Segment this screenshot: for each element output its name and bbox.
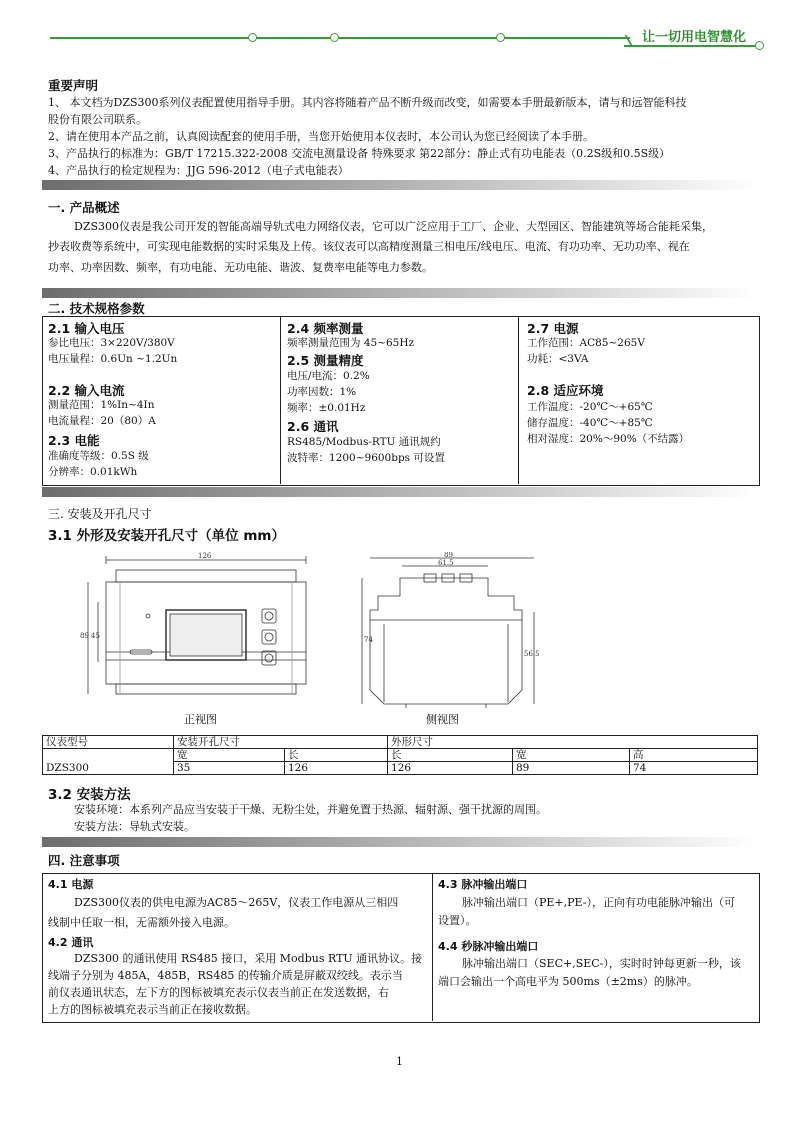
note-line: 上方的图标被填充表示当前正在接收数据。 bbox=[48, 1003, 257, 1016]
note-heading: 4.2 通讯 bbox=[48, 936, 94, 949]
note-heading: 4.3 脉冲输出端口 bbox=[438, 878, 528, 891]
side-view-drawing bbox=[358, 552, 544, 710]
install-title: 三. 安装及开孔尺寸 bbox=[48, 507, 152, 521]
section-divider bbox=[42, 288, 758, 298]
install-method: 安装方法：导轨式安装。 bbox=[74, 820, 195, 833]
spec-value: 频率测量范围为 45~65Hz bbox=[287, 337, 415, 349]
note-line: 线制中任取一相，无需额外接入电源。 bbox=[48, 916, 235, 929]
spec-value: RS485/Modbus-RTU 通讯规约 bbox=[287, 436, 441, 448]
spec-heading: 2.6 通讯 bbox=[287, 419, 339, 434]
overview-line: 抄表收费等系统中，可实现电能数据的实时采集及上传。该仪表可以高精度测量三相电压/线电压、电流、有功功率、无功功率、视在 bbox=[48, 240, 690, 253]
table-header: 宽 bbox=[174, 749, 285, 762]
note-line: DZS300仪表的供电电源为AC85～265V，仪表工作电源从三相四 bbox=[74, 896, 399, 909]
table-row bbox=[43, 736, 758, 749]
spec-value: 电流量程：20（80）A bbox=[48, 415, 156, 427]
table-header: 长 bbox=[388, 749, 513, 762]
spec-heading: 2.7 电源 bbox=[527, 321, 579, 336]
side-dim-h1: 74 bbox=[364, 636, 373, 644]
spec-value: 功率因数：1% bbox=[287, 386, 357, 398]
spec-value: 测量范围：1%In~4In bbox=[48, 399, 155, 411]
spec-value: 波特率：1200~9600bps 可设置 bbox=[287, 452, 445, 464]
front-dim-h2: 45 bbox=[91, 632, 100, 640]
note-line: 线端子分别为 485A，485B，RS485 的传输介质是屏蔽双绞线。表示当 bbox=[48, 969, 403, 982]
notice-line: 股份有限公司联系。 bbox=[48, 113, 147, 126]
spec-value: 工作温度：-20℃～+65℃ bbox=[527, 401, 653, 413]
spec-value: 电压/电流：0.2% bbox=[287, 370, 370, 382]
table-header: 高 bbox=[630, 749, 758, 762]
notice-line: 3、产品执行的标准为：GB/T 17215.322-2008 交流电测量设备 特殊要求 第22部分：静止式有功电能表（0.2S级和0.5S级） bbox=[48, 147, 671, 160]
spec-value: 电压量程：0.6Un ~1.2Un bbox=[48, 353, 178, 365]
note-line: 端口会输出一个高电平为 500ms（±2ms）的脉冲。 bbox=[438, 975, 698, 988]
notice-title: 重要声明 bbox=[48, 78, 99, 93]
notes-col-divider bbox=[432, 873, 433, 1021]
side-dim-h2: 56.5 bbox=[524, 650, 540, 658]
spec-value: 分辨率：0.01kWh bbox=[48, 466, 138, 478]
table-cell: 74 bbox=[630, 762, 758, 775]
table-cell: 35 bbox=[174, 762, 285, 775]
front-view-drawing bbox=[80, 552, 330, 710]
table-header: 仪表型号 bbox=[43, 736, 174, 749]
note-line: DZS300 的通讯使用 RS485 接口，采用 Modbus RTU 通讯协议。接 bbox=[74, 952, 423, 965]
spec-heading: 2.8 适应环境 bbox=[527, 383, 604, 398]
overview-title: 一. 产品概述 bbox=[48, 200, 120, 215]
dimension-table bbox=[42, 735, 758, 775]
notice-line: 2、请在使用本产品之前，认真阅读配套的使用手册，当您开始使用本仪表时，本公司认为您已经阅读了本手册。 bbox=[48, 130, 594, 143]
spec-heading: 2.2 输入电流 bbox=[48, 383, 125, 398]
front-view-label: 正视图 bbox=[184, 713, 217, 726]
table-header: 安装开孔尺寸 bbox=[174, 736, 388, 749]
notice-line: 4、产品执行的检定规程为：JJG 596-2012（电子式电能表） bbox=[48, 164, 349, 177]
side-dim-width: 89 bbox=[444, 552, 453, 559]
model-name: DZS300 bbox=[46, 762, 89, 774]
header-dot-icon bbox=[330, 33, 339, 42]
side-dim-inner: 61.5 bbox=[438, 559, 454, 567]
table-cell: 126 bbox=[285, 762, 388, 775]
header-rule-left bbox=[50, 37, 630, 39]
front-dim-h1: 89 bbox=[80, 632, 89, 640]
header-dot-icon bbox=[248, 33, 257, 42]
specs-col-divider bbox=[518, 316, 519, 484]
table-header: 宽 bbox=[513, 749, 630, 762]
spec-value: 参比电压：3×220V/380V bbox=[48, 337, 175, 349]
install-env: 安装环境：本系列产品应当安装于干燥、无粉尘处，并避免置于热源、辐射源、强干扰源的周围。 bbox=[74, 803, 547, 816]
section-divider bbox=[42, 487, 758, 497]
note-line: 前仪表通讯状态，左下方的图标被填充表示仪表当前正在发送数据，右 bbox=[48, 986, 389, 999]
spec-heading: 2.4 频率测量 bbox=[287, 321, 364, 336]
table-header: 长 bbox=[285, 749, 388, 762]
overview-line: 功率、功率因数、频率，有功电能、无功电能、谐波、复费率电能等电力参数。 bbox=[48, 261, 433, 274]
note-heading: 4.1 电源 bbox=[48, 878, 94, 891]
header-dot-icon bbox=[496, 33, 505, 42]
side-view-label: 侧视图 bbox=[426, 713, 459, 726]
spec-value: 准确度等级：0.5S 级 bbox=[48, 450, 149, 462]
overview-line: DZS300仪表是我公司开发的智能高端导轨式电力网络仪表，它可以广泛应用于工厂、企业、大型园区、智能建筑等场合能耗采集， bbox=[74, 220, 713, 233]
header-slogan: 让一切用电智慧化 bbox=[641, 30, 746, 45]
spec-value: 工作范围：AC85~265V bbox=[527, 337, 645, 349]
page-number: 1 bbox=[396, 1055, 403, 1068]
header-dot-icon bbox=[755, 41, 764, 50]
spec-heading: 2.3 电能 bbox=[48, 433, 100, 448]
table-cell: 89 bbox=[513, 762, 630, 775]
spec-value: 功耗：<3VA bbox=[527, 353, 589, 365]
spec-value: 频率：±0.01Hz bbox=[287, 402, 366, 414]
spec-value: 相对湿度：20%～90%（不结露） bbox=[527, 433, 690, 445]
specs-col-divider bbox=[280, 316, 281, 484]
table-row bbox=[43, 749, 758, 762]
note-line: 设置）。 bbox=[438, 914, 477, 927]
install-subtitle: 3.1 外形及安装开孔尺寸（单位 mm） bbox=[48, 528, 285, 544]
spec-heading: 2.1 输入电压 bbox=[48, 321, 125, 336]
table-cell bbox=[43, 749, 174, 775]
note-line: 脉冲输出端口（PE+,PE-），正向有功电能脉冲输出（可 bbox=[462, 896, 735, 909]
notes-title: 四. 注意事项 bbox=[48, 853, 120, 868]
header-rule-right bbox=[624, 45, 758, 47]
section-divider bbox=[42, 837, 758, 847]
table-cell: 126 bbox=[388, 762, 513, 775]
section-divider bbox=[42, 180, 758, 190]
spec-value: 储存温度：-40℃～+85℃ bbox=[527, 417, 653, 429]
notice-line: 1、 本文档为DZS300系列仪表配置使用指导手册。其内容将随着产品不断升级而改变，如需要本手册最新版本，请与和远智能科技 bbox=[48, 96, 687, 109]
install-method-title: 3.2 安装方法 bbox=[48, 787, 131, 803]
note-line: 脉冲输出端口（SEC+,SEC-），实时时钟每更新一秒，该 bbox=[462, 957, 741, 970]
specs-title: 二. 技术规格参数 bbox=[48, 301, 145, 316]
table-header: 外形尺寸 bbox=[388, 736, 758, 749]
front-dim-width: 126 bbox=[198, 552, 212, 560]
note-heading: 4.4 秒脉冲输出端口 bbox=[438, 940, 539, 953]
spec-heading: 2.5 测量精度 bbox=[287, 353, 364, 368]
